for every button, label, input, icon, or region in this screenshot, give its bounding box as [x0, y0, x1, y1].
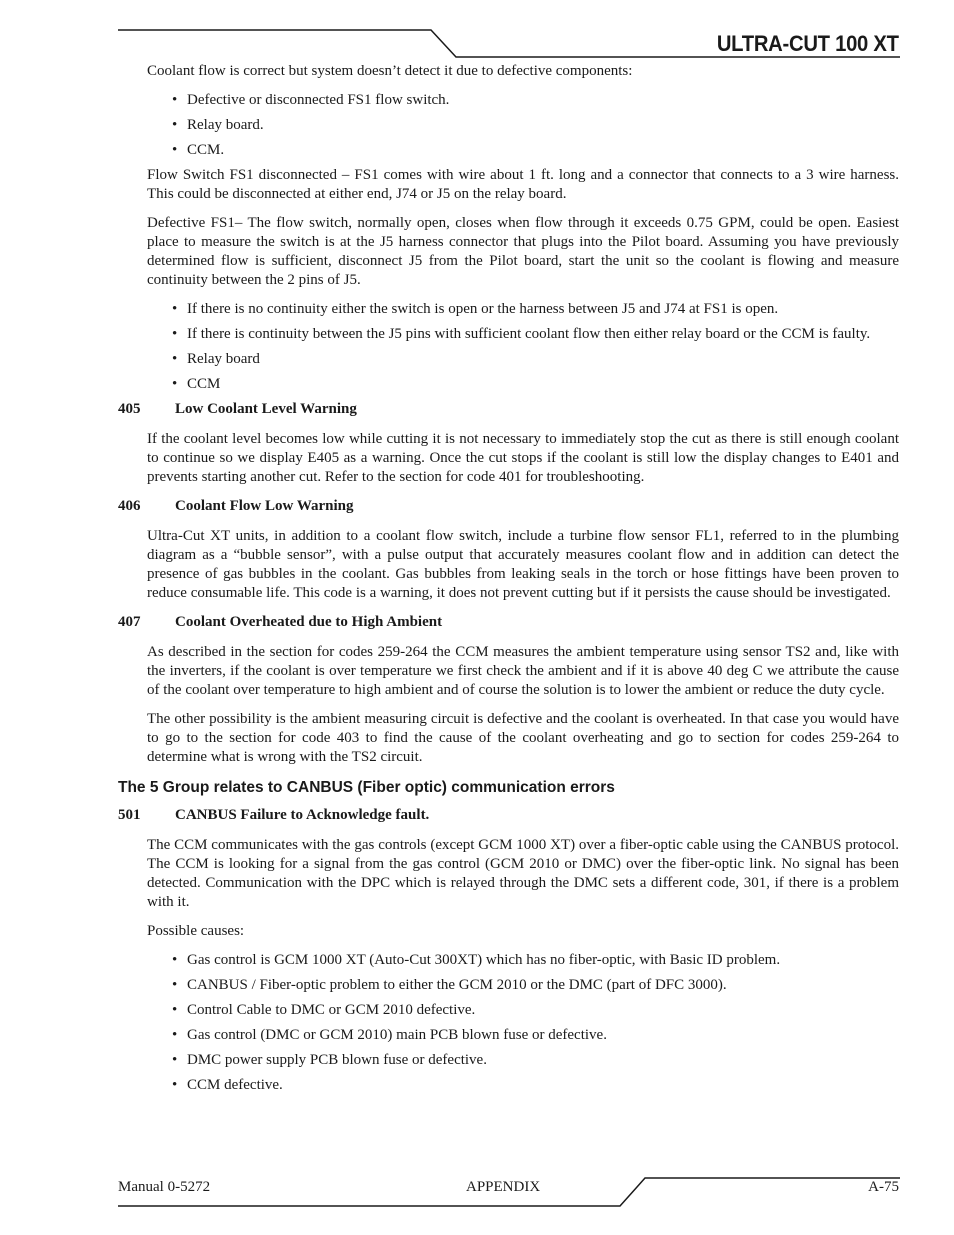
code-title: CANBUS Failure to Acknowledge fault.	[175, 807, 430, 823]
list-item: • CANBUS / Fiber-optic problem to either the GCM 2010 or the DMC (part of DFC 3000).	[147, 976, 899, 995]
possible-causes-label: Possible causes:	[147, 923, 245, 939]
code-number: 406	[118, 498, 141, 514]
footer-section: APPENDIX	[466, 1179, 541, 1195]
list-item: • CCM defective.	[147, 1076, 899, 1095]
list-item: • Gas control (DMC or GCM 2010) main PCB blown fuse or defective.	[147, 1026, 899, 1045]
paragraph: The other possibility is the ambient measuring circuit is defective and the coolant is overheated. In that case you would have to go to the section for code 403 to find the cause of the coolant overheating and go to section for codes 259-264 to determine what is wrong with the TS2 circuit.	[147, 711, 899, 765]
footer-manual-number: Manual 0-5272	[118, 1179, 211, 1195]
list-item: • Gas control is GCM 1000 XT (Auto-Cut 300XT) which has no fiber-optic, with Basic ID problem.	[147, 951, 899, 970]
code-title: Coolant Overheated due to High Ambient	[175, 614, 443, 630]
code-title: Low Coolant Level Warning	[175, 401, 357, 417]
list-item: • Control Cable to DMC or GCM 2010 defective.	[147, 1001, 899, 1020]
list-item: • If there is no continuity either the switch is open or the harness between J5 and J74 at FS1 is open.	[147, 300, 899, 319]
code-number: 405	[118, 401, 141, 417]
intro-lead: Coolant flow is correct but system doesn’t detect it due to defective components:	[147, 63, 633, 79]
section-heading: The 5 Group relates to CANBUS (Fiber optic) communication errors	[118, 779, 615, 796]
footer-page-number: A-75	[868, 1179, 899, 1195]
paragraph: The CCM communicates with the gas controls (except GCM 1000 XT) over a fiber-optic cable using the CANBUS protocol. The CCM is looking for a signal from the gas control (GCM 2010 or DMC) over the fiber-optic link. No signal has been detected. Communication with the DPC which is relayed through the DMC sets a different code, 301, if there is a problem with it.	[147, 837, 899, 910]
list-item: • Relay board.	[147, 116, 899, 135]
document-title: ULTRA-CUT 100 XT	[717, 31, 899, 56]
code-title: Coolant Flow Low Warning	[175, 498, 354, 514]
paragraph: Flow Switch FS1 disconnected – FS1 comes with wire about 1 ft. long and a connector that connects to a 3 wire harness. This could be disconnected at either end, J74 or J5 on the relay board.	[147, 167, 899, 202]
list-item: • CCM.	[147, 141, 899, 160]
paragraph: Ultra-Cut XT units, in addition to a coolant flow switch, include a turbine flow sensor FL1, referred to in the plumbing diagram as a “bubble sensor”, with a pulse output that accurately measures coolant flow and in addition can detect the presence of gas bubbles in the coolant. Gas bubbles from leaking seals in the torch or hose fittings have been proven to reduce consumable life. This code is a warning, it does not prevent cutting but if it persists the cause should be investigated.	[147, 528, 899, 601]
paragraph: Defective FS1– The flow switch, normally open, closes when flow through it exceeds 0.75 GPM, could be open. Easiest place to measure the switch is at the J5 harness connector that plugs into the Pilot board. Assuming you have previously determined flow is sufficient, disconnect J5 from the Pilot board, start the unit so the coolant is flowing and measure continuity between the 2 pins of J5.	[147, 215, 899, 288]
list-item: • Defective or disconnected FS1 flow switch.	[147, 91, 899, 110]
list-item: • DMC power supply PCB blown fuse or defective.	[147, 1051, 899, 1070]
list-item: • Relay board	[147, 350, 899, 369]
list-item: • CCM	[147, 375, 899, 394]
code-number: 501	[118, 807, 141, 823]
code-number: 407	[118, 614, 141, 630]
list-item: • If there is continuity between the J5 pins with sufficient coolant flow then either relay board or the CCM is faulty.	[147, 325, 899, 344]
paragraph: As described in the section for codes 259-264 the CCM measures the ambient temperature using sensor TS2 and, like with the inverters, if the coolant is over temperature we first check the ambient and if it is above 40 deg C we attribute the cause of the coolant over temperature to high ambient and of course the solution is to lower the ambient or reduce the duty cycle.	[147, 644, 899, 698]
paragraph: If the coolant level becomes low while cutting it is not necessary to immediately stop the cut as there is still enough coolant to continue so we display E405 as a warning. Once the cut stops if the coolant is still low the display changes to E401 and prevents starting another cut. Refer to the section for code 401 for troubleshooting.	[147, 431, 899, 485]
